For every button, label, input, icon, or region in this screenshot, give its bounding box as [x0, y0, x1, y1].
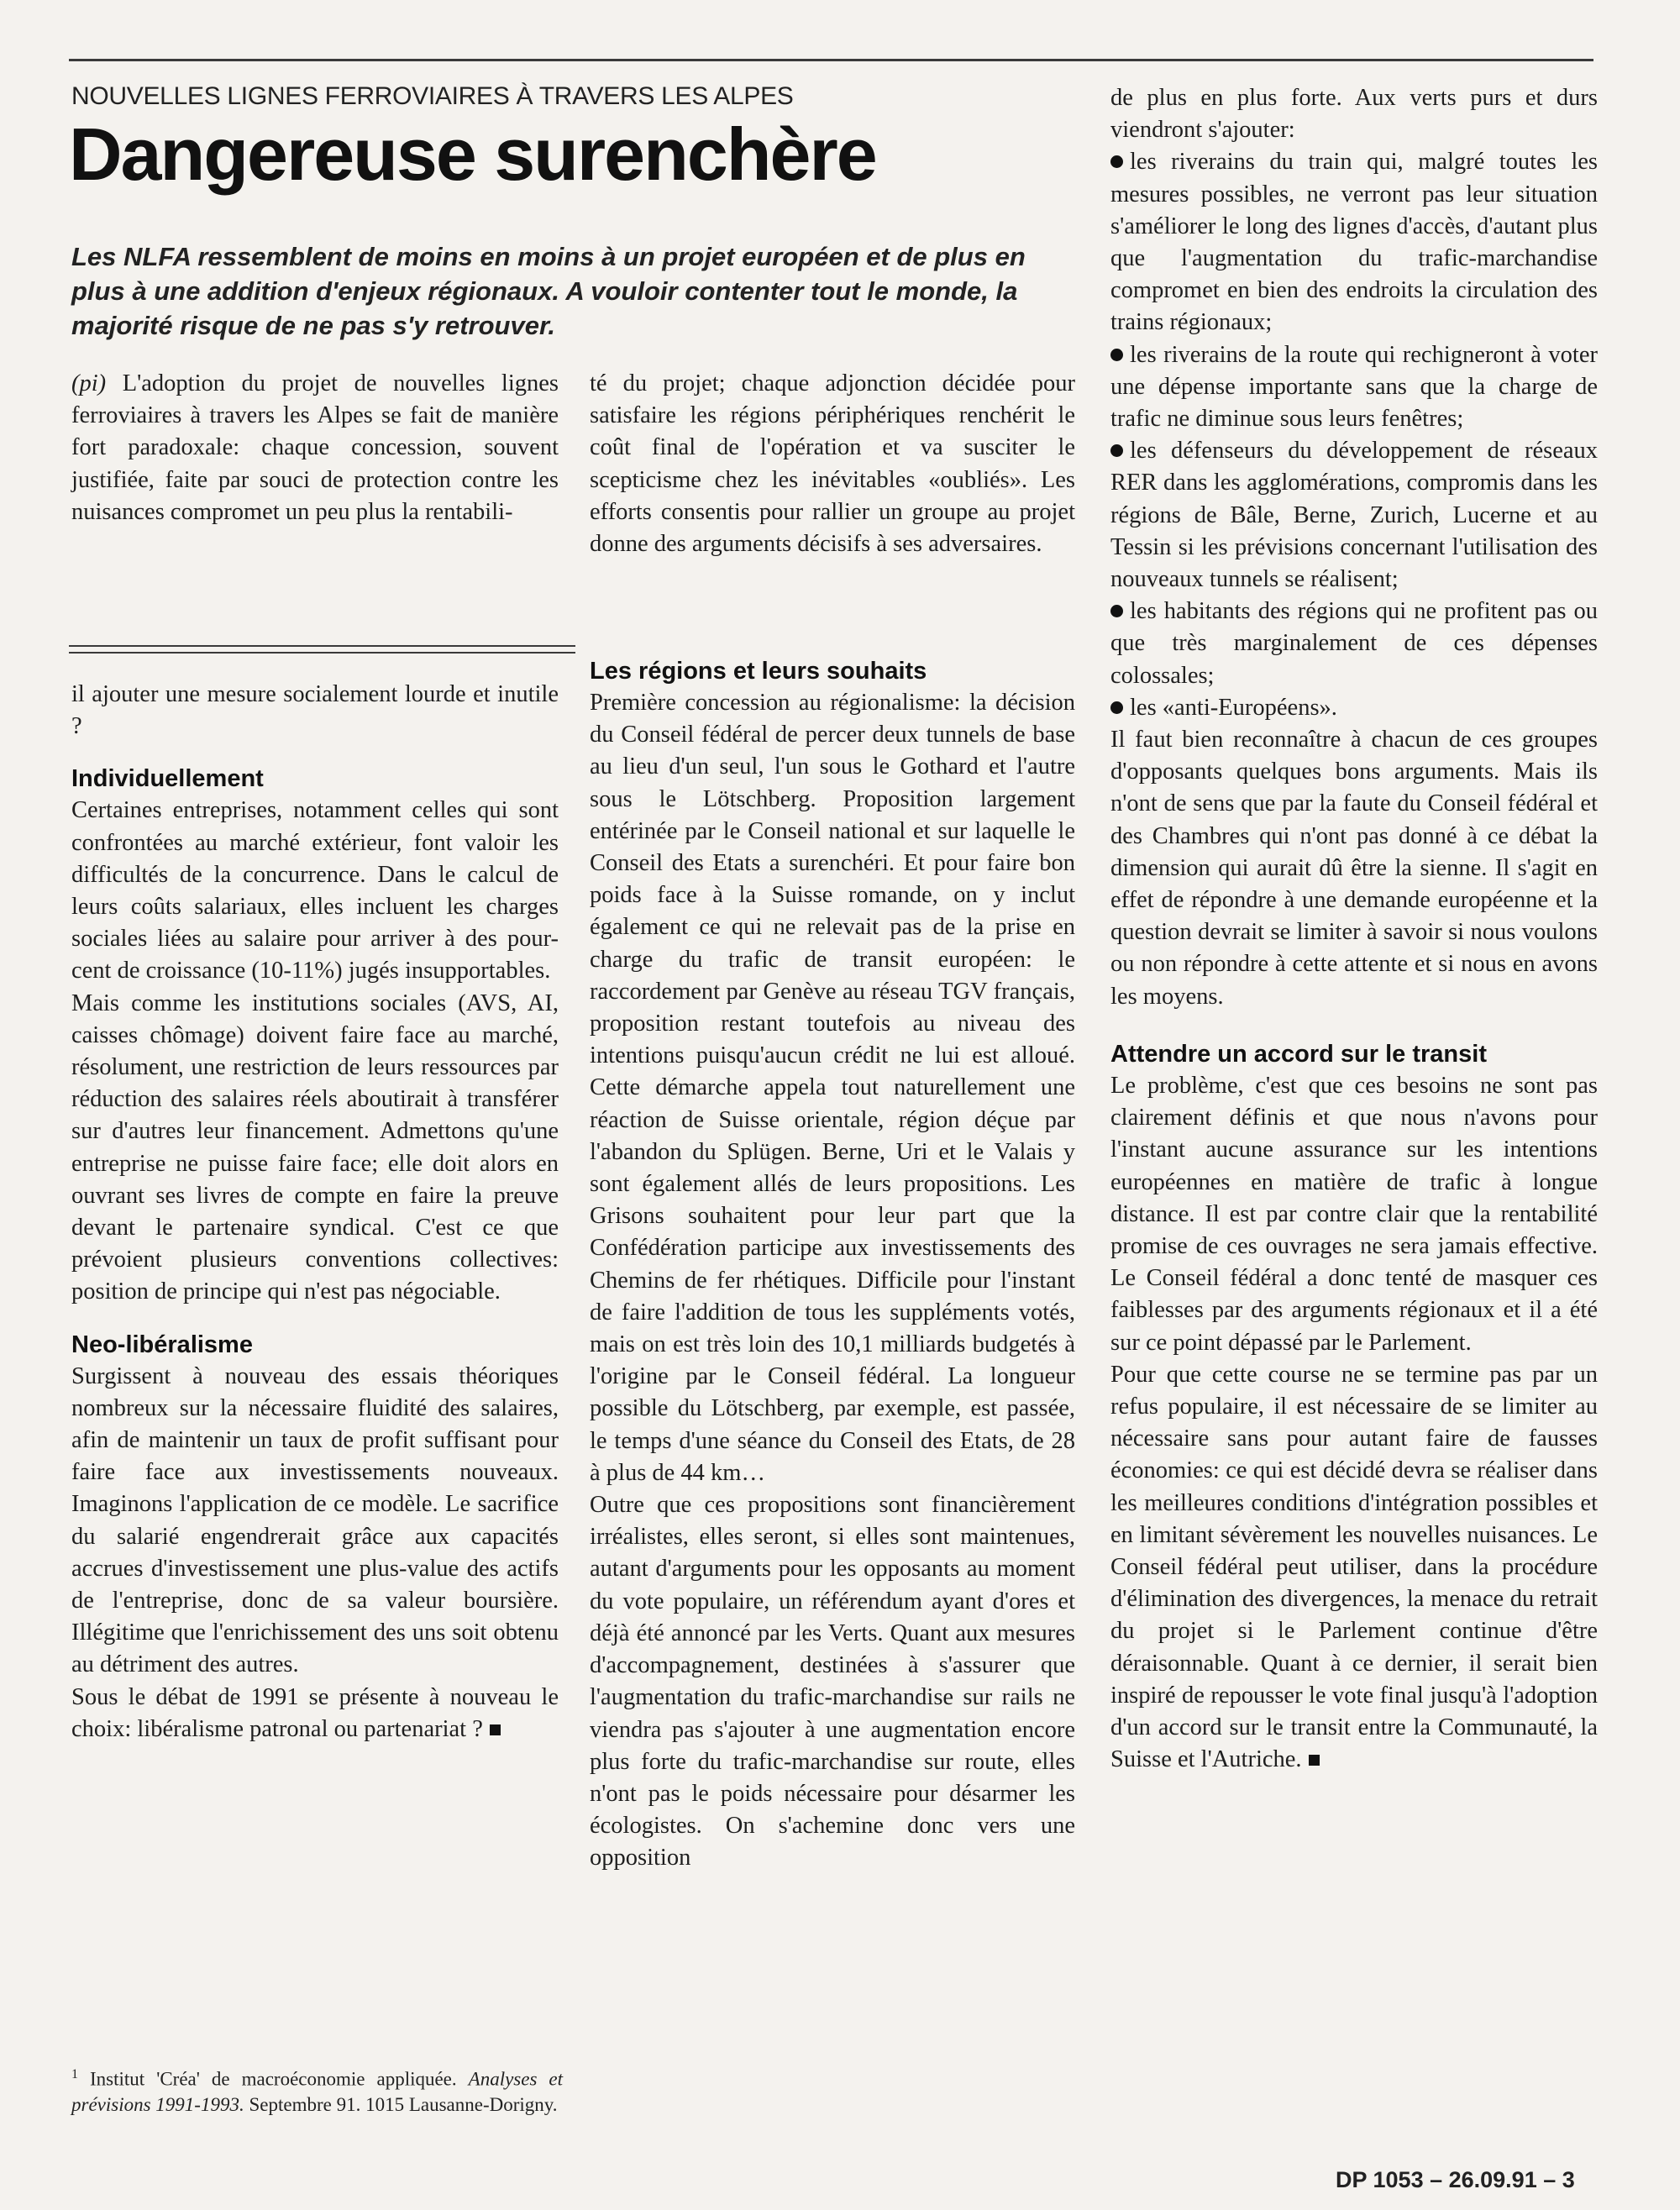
top-rule — [69, 59, 1593, 61]
folio: DP 1053 – 26.09.91 – 3 — [1336, 2167, 1575, 2192]
paragraph: Outre que ces propositions sont financièrement irréalistes, elles seront, si elles sont maintenues, autant d'arguments pour les opposants au moment du vote populaire, un référendum ayant d'ores et déjà été annoncé par les Verts. Quant aux mesures d'accompagnement, destinées à s'assurer que l'augmentation du trafic-marchandise sur rails ne viendra pas s'ajouter à une augmentation encore plus forte du trafic-marchandise sur route, elles n'ont pas le poids nécessaire pour désarmer les écologistes. On s'achemine donc vers une opposition — [590, 1492, 1075, 1871]
bullet-item: les défenseurs du développement de réseaux RER dans les agglomérations, compromis dans les régions de Bâle, Berne, Zurich, Lucerne et au Tessin si les prévisions concernant l'utilisation des nouveaux tunnels se réalisent; — [1110, 438, 1598, 593]
subhead-individuellement: Individuellement — [71, 765, 264, 793]
kicker: NOUVELLES LIGNES FERROVIAIRES À TRAVERS LES ALPES — [71, 82, 794, 110]
end-mark-icon — [1309, 1755, 1320, 1766]
author-initials: (pi) — [71, 370, 107, 396]
divider-top — [69, 645, 575, 647]
paragraph: Première concession au régionalisme: la décision du Conseil fédéral de percer deux tunnels de base au lieu d'un seul, l'un sous le Gothard et l'autre sous le Lötschberg. Proposition largement entérinée par le Conseil national et sur laquelle le Conseil des Etats a surenchéri. Et pour faire bon poids face à la Suisse romande, on y inclut également ce qui ne relevait pas de la prise en charge du trafic de transit européen: le raccordement par Genève au réseau TGV français, proposition restant toutefois au niveau des intentions puisqu'aucun crédit ne lui est alloué. Cette démarche appela tout naturellement une réaction de Suisse orientale, région déçue par l'abandon du Splügen. Berne, Uri et le Valais y sont également allés de leurs propositions. Les Grisons souhaitent pour leur part que la Confédération participe aux investissements des Chemins de fer rhétiques. Difficile pour l'instant de faire l'addition de tous les suppléments votés, mais on est très loin des 10,1 milliards budgetés à l'origine par le Conseil fédéral. La longueur possible du Lötschberg, par exemple, est passée, le temps d'une séance du Conseil des Etats, de 28 à plus de 44 km… — [590, 690, 1075, 1486]
footnote-text: Institut 'Créa' de macroéconomie appliquée. — [90, 2068, 457, 2090]
bullet-icon — [1110, 444, 1123, 457]
paragraph: Surgissent à nouveau des essais théoriques nombreux sur la nécessaire fluidité des salaires, afin de maintenir un taux de profit suffisant pour faire face aux investissements nouveaux. Imaginons l'application de ce modèle. Le sacrifice du salarié engendrerait grâce aux capacités accrues d'investissement une plus-value des actifs de l'entreprise, donc de sa valeur boursière. Illégitime que l'enrichissement des uns soit obtenu au détriment des autres. — [71, 1362, 559, 1678]
lead-paragraph: Les NLFA ressemblent de moins en moins à un projet européen et de plus en plus à une addition d'enjeux régionaux. A vouloir contenter tout le monde, la majorité risque de ne pas s'y retrouver. — [71, 242, 1026, 340]
bullet-item: les riverains de la route qui rechigneront à voter une dépense importante sans que la charge de trafic ne diminue sous leurs fenêtres; — [1110, 341, 1598, 433]
intro-text-col1: L'adoption du projet de nouvelles lignes ferroviaires à travers les Alpes se fait de manière fort paradoxale: chaque concession, souvent justifiée, faite par souci de protection contre les nuisances compromet un peu plus la rentabili- — [71, 370, 559, 525]
paragraph: Certaines entreprises, notamment celles qui sont confrontées au marché extérieur, font valoir les difficultés de la concurrence. Dans le calcul de leurs coûts salariaux, elles incluent les charges sociales liées au salaire pour arriver à des pour-cent de croissance (10-11%) jugés insupportables. — [71, 797, 559, 984]
bullet-item: les riverains du train qui, malgré toutes les mesures possibles, ne verront pas leur situation s'améliorer le long des lignes d'accès, d'autant plus que l'augmentation du trafic-marchandise compromet en bien des endroits la circulation des trains régionaux; — [1110, 149, 1598, 336]
paragraph: de plus en plus forte. Aux verts purs et durs viendront s'ajouter: — [1110, 85, 1598, 144]
regions-column — [590, 655, 1075, 1875]
bullet-icon — [1110, 155, 1123, 168]
intro-col2 — [590, 368, 1075, 560]
intro-col1 — [71, 368, 559, 528]
subhead-neo-liberalisme: Neo-libéralisme — [71, 1331, 253, 1358]
paragraph: Mais comme les institutions sociales (AVS, AI, caisses chômage) doivent faire face au marché, résolument, une restriction de leurs ressources par réduction des salaires réels aboutirait à transférer sur d'autres leur financement. Admettons qu'une entreprise ne puisse faire face; elle doit alors en ouvrant ses livres de compte en faire la preuve devant le partenaire syndical. C'est ce que prévoient plusieurs conventions collectives: position de principe qui n'est pas négociable. — [71, 990, 559, 1305]
end-mark-icon — [490, 1724, 501, 1735]
paragraph: Le problème, c'est que ces besoins ne sont pas clairement définis et que nous n'avons pour l'instant aucune assurance sur les intentions européennes en matière de trafic à longue distance. Il est par contre clair que la rentabilité promise de ces ouvrages ne sera jamais effective. Le Conseil fédéral a donc tenté de masquer ces faiblesses par des arguments régionaux et il a été sur ce point dépassé par le Parlement. — [1110, 1072, 1598, 1356]
bullet-icon — [1110, 605, 1123, 617]
paragraph: Sous le débat de 1991 se présente à nouveau le choix: libéralisme patronal ou partenariat ? — [71, 1683, 559, 1742]
headline: Dangereuse surenchère — [69, 113, 876, 196]
bullet-item: les «anti-Européens». — [1130, 694, 1337, 721]
intro-text-col2: té du projet; chaque adjonction décidée pour satisfaire les régions périphériques renchérit le coût final de l'opération et va susciter le scepticisme chez les inévitables «oubliés». Les efforts consentis pour rallier un groupe au projet donne des arguments décisifs à ses adversaires. — [590, 370, 1075, 558]
paragraph: Pour que cette course ne se termine pas par un refus populaire, il est nécessaire de se limiter au nécessaire sans pour autant faire de fausses économies: ce qui est décidé devra se réaliser dans les meilleures conditions d'intégration possibles et en limitant sévèrement les nouvelles nuisances. Le Conseil fédéral peut utiliser, dans la procédure d'élimination des divergences, la menace du retrait du projet si le Parlement continue d'être déraisonnable. Quant à ce dernier, il serait bien inspiré de repousser le vote final jusqu'à l'adoption d'un accord sur le transit entre la Communauté, la Suisse et l'Autriche. — [1110, 1361, 1598, 1773]
footnote-rest: Septembre 91. 1015 Lausanne-Dorigny. — [249, 2093, 558, 2115]
footnote-mark: 1 — [71, 2067, 78, 2081]
footnote — [71, 2062, 563, 2118]
footnote-italic: Analyses et prévisions 1991-1993. — [71, 2068, 564, 2115]
column-3 — [1110, 82, 1598, 1776]
divider-bottom — [69, 652, 575, 654]
bullet-icon — [1110, 349, 1123, 361]
bullet-item: les habitants des régions qui ne profitent pas ou que très marginalement de ces dépenses colossales; — [1110, 598, 1598, 689]
continuation-text: il ajouter une mesure socialement lourde et inutile ? — [71, 681, 559, 740]
bullet-icon — [1110, 701, 1123, 714]
previous-article-column — [71, 679, 559, 1745]
paragraph: Il faut bien reconnaître à chacun de ces groupes d'opposants quelques bons arguments. Mais ils n'ont de sens que par la faute du Conseil fédéral et des Chambres qui n'ont pas donné à ce débat la dimension qui aurait dû être la sienne. Il s'agit en effet de répondre à une demande européenne et la question devrait se limiter à savoir si nous voulons ou non répondre à cette attente et si nous en avons les moyens. — [1110, 727, 1598, 1010]
subhead-regions: Les régions et leurs souhaits — [590, 658, 927, 685]
subhead-attendre: Attendre un accord sur le transit — [1110, 1040, 1487, 1068]
